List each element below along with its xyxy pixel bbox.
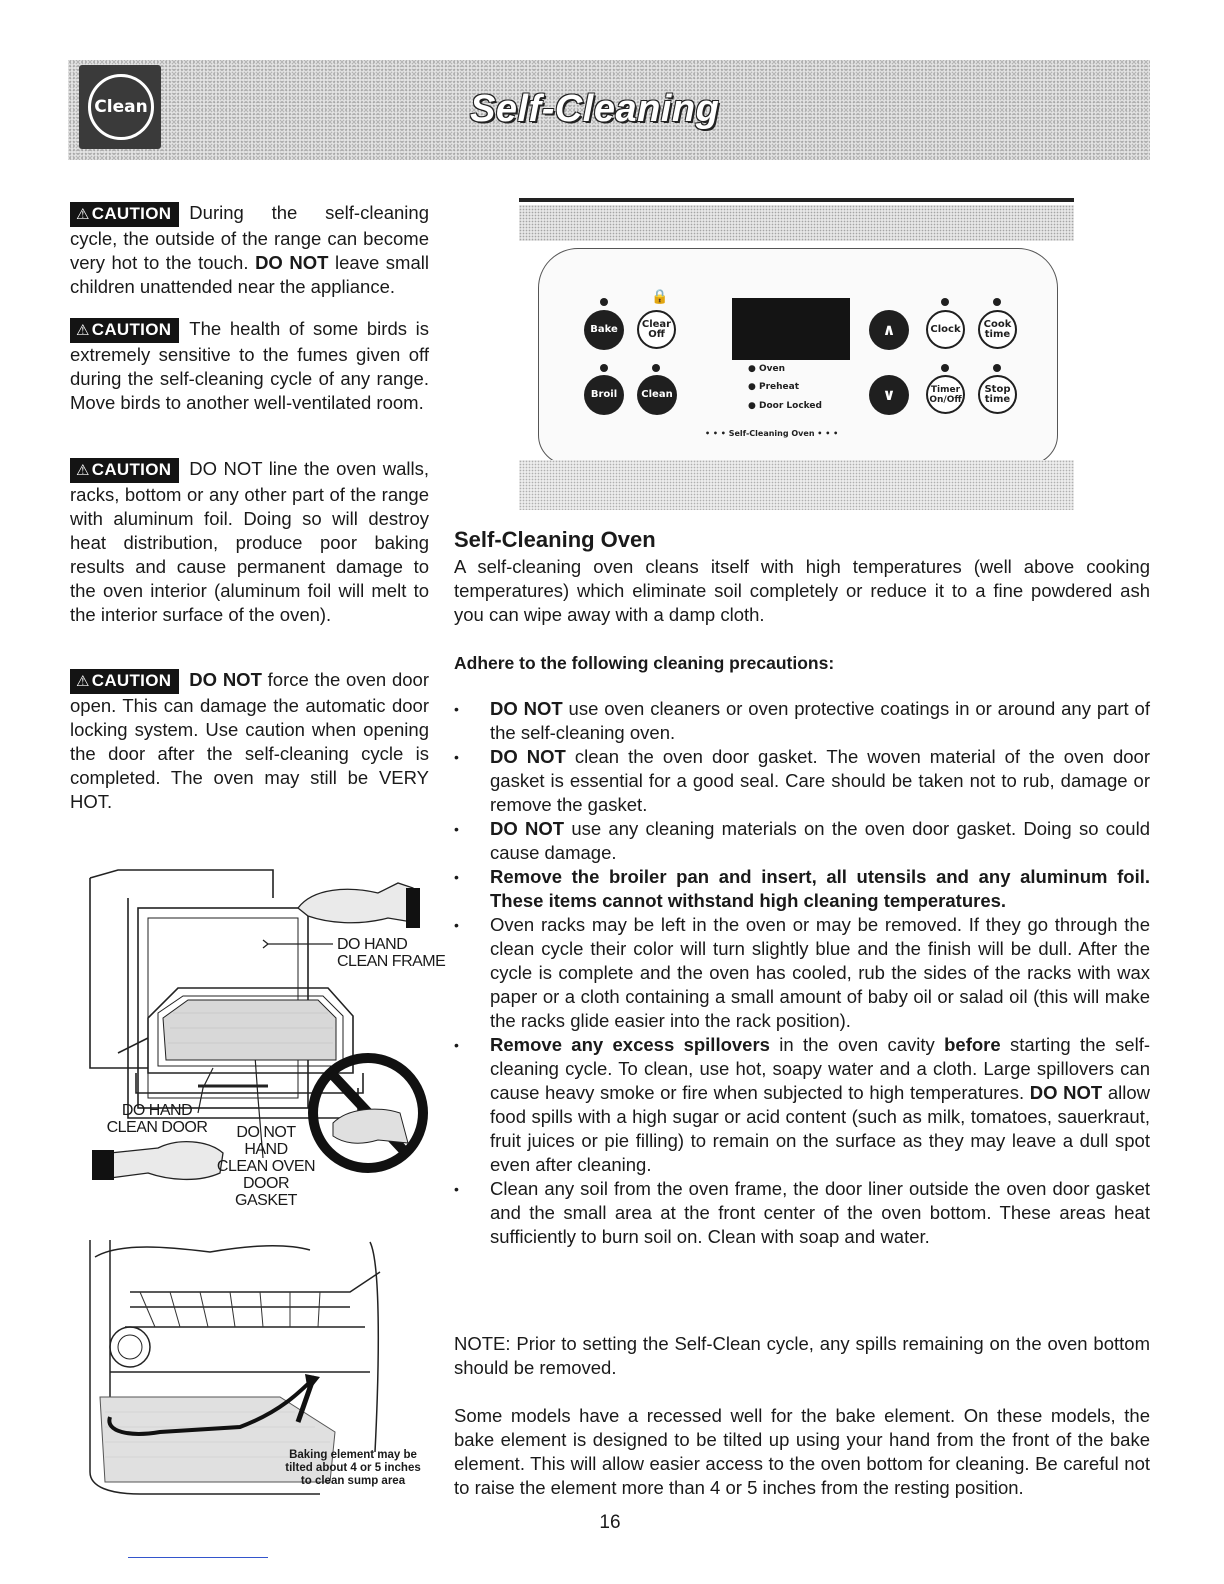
indicator-dot: [652, 364, 660, 372]
warning-triangle-icon: ⚠: [76, 673, 90, 690]
page-number: 16: [599, 1512, 621, 1533]
precautions-list: [454, 697, 1150, 1249]
warning-triangle-icon: ⚠: [76, 322, 90, 339]
indicator-door-locked: ● Door Locked: [748, 401, 822, 411]
indicator-preheat: ● Preheat: [748, 382, 800, 392]
list-item: • Remove any excess spillovers in the oven cavity before starting the self-cleaning cycle. To clean, use hot, soapy water and a cloth. Large spillovers can cause heavy smoke or fire when subjected to high temperatures. DO NOT allow food spills with a high sugar or acid content (such as milk, tomatoes, sauerkraut, fruit juices or pie filling) to remain on the surface as they may leave a dull spot even after cleaning.: [454, 1033, 1150, 1177]
label-hand-clean-frame: DO HAND CLEAN FRAME: [337, 936, 446, 970]
clock-key[interactable]: Clock: [926, 310, 965, 349]
list-item: • Remove the broiler pan and insert, all utensils and any aluminum foil. These items cannot withstand high cleaning temperatures.: [454, 865, 1150, 913]
caution-badge: ⚠ CAUTION: [70, 202, 179, 227]
warning-triangle-icon: ⚠: [76, 206, 90, 223]
precautions-heading: Adhere to the following cleaning precautions:: [454, 653, 835, 673]
caution-badge: ⚠ CAUTION: [70, 318, 179, 343]
bake-element-caption: Baking element may be tilted about 4 or 5 inches to clean sump area: [285, 1449, 421, 1487]
caution-2: ⚠ CAUTION The health of some birds is extremely sensitive to the fumes given off during the self-cleaning cycle of any range. Move birds to another well-ventilated room.: [70, 318, 429, 413]
stop-time-key[interactable]: Stop time: [978, 375, 1017, 414]
label-do-not-clean-gasket: DO NOT HAND CLEAN OVEN DOOR GASKET: [216, 1124, 316, 1209]
list-item: • Clean any soil from the oven frame, the door liner outside the oven door gasket and the small area at the front center of the oven bottom. These areas heat sufficiently to burn soil on. Clean with soap and water.: [454, 1177, 1150, 1249]
note-paragraph: NOTE: Prior to setting the Self-Clean cycle, any spills remaining on the oven bottom should be removed.: [454, 1333, 1150, 1378]
clear-off-key[interactable]: Clear Off: [637, 310, 676, 349]
indicator-dot: [941, 298, 949, 306]
broil-key[interactable]: Broil: [584, 375, 624, 415]
indicator-self-cleaning: • • • Self-Cleaning Oven • • •: [705, 429, 839, 438]
caution-badge: ⚠ CAUTION: [70, 458, 179, 483]
list-item: • Oven racks may be left in the oven or may be removed. If they go through the clean cycle their color will turn slightly blue and the finish will be dull. After the cycle is complete and the oven has cooled, rub the sides of the racks with wax paper or a cloth containing a small amount of baby oil or salad oil (this will make the racks glide easier into the rack position).: [454, 913, 1150, 1033]
clean-badge-icon: [79, 65, 161, 149]
down-arrow-key[interactable]: ∨: [869, 375, 909, 415]
list-item: • DO NOT use oven cleaners or oven protective coatings in or around any part of the self-cleaning oven.: [454, 697, 1150, 745]
section-intro: A self-cleaning oven cleans itself with high temperatures (well above cooking temperatures) which eliminate soil completely or reduce it to a fine powdered ash you can wipe away with a damp cloth.: [454, 556, 1150, 625]
page-title: Self-Cleaning: [470, 88, 720, 130]
warning-triangle-icon: ⚠: [76, 462, 90, 479]
list-item: • DO NOT use any cleaning materials on the oven door gasket. Doing so could cause damage.: [454, 817, 1150, 865]
indicator-dot: [993, 364, 1001, 372]
list-item: • DO NOT clean the oven door gasket. The woven material of the oven door gasket is essential for a good seal. Care should be taken not to rub, damage or remove the gasket.: [454, 745, 1150, 817]
clean-key[interactable]: Clean: [637, 375, 677, 415]
cook-time-key[interactable]: Cook time: [978, 310, 1017, 349]
caution-4: ⚠ CAUTION DO NOT force the oven door open. This can damage the automatic door locking system. Use caution when opening the door after the self-cleaning cycle is completed. The oven may still be VERY HOT.: [70, 669, 429, 812]
up-arrow-key[interactable]: ∧: [869, 310, 909, 350]
section-title: Self-Cleaning Oven: [454, 527, 656, 552]
caution-badge: ⚠ CAUTION: [70, 669, 179, 694]
recessed-element-paragraph: Some models have a recessed well for the bake element. On these models, the bake element is designed to be tilted up using your hand from the front of the bake element. This will allow easier access to the oven bottom for cleaning. Be careful not to raise the element more than 4 or 5 inches from the resting position.: [454, 1405, 1150, 1498]
panel-top-rule: [519, 198, 1074, 202]
timer-key[interactable]: Timer On/Off: [926, 375, 965, 414]
caution-3: ⚠ CAUTION DO NOT line the oven walls, racks, bottom or any other part of the range with aluminum foil. Doing so will destroy heat distribution, produce poor baking results and cause permanent damage to the oven interior (aluminum foil will melt to the interior surface of the oven).: [70, 458, 429, 625]
caution-1: ⚠ CAUTION During the self-cleaning cycle, the outside of the range can become very hot to the touch. DO NOT leave small children unattended near the appliance.: [70, 202, 429, 297]
indicator-dot: [941, 364, 949, 372]
indicator-dot: [600, 298, 608, 306]
lock-icon: 🔒: [651, 288, 669, 304]
indicator-oven: ● Oven: [748, 364, 786, 374]
oven-display: [732, 298, 850, 360]
indicator-dot: [993, 298, 1001, 306]
panel-top-strip: [519, 205, 1074, 241]
indicator-dot: [600, 364, 608, 372]
clean-badge-label: Clean: [88, 74, 154, 140]
panel-bottom-strip: [519, 460, 1074, 510]
label-hand-clean-door: DO HAND CLEAN DOOR: [106, 1102, 208, 1136]
footer-rule: [128, 1557, 268, 1558]
bake-key[interactable]: Bake: [584, 310, 624, 350]
